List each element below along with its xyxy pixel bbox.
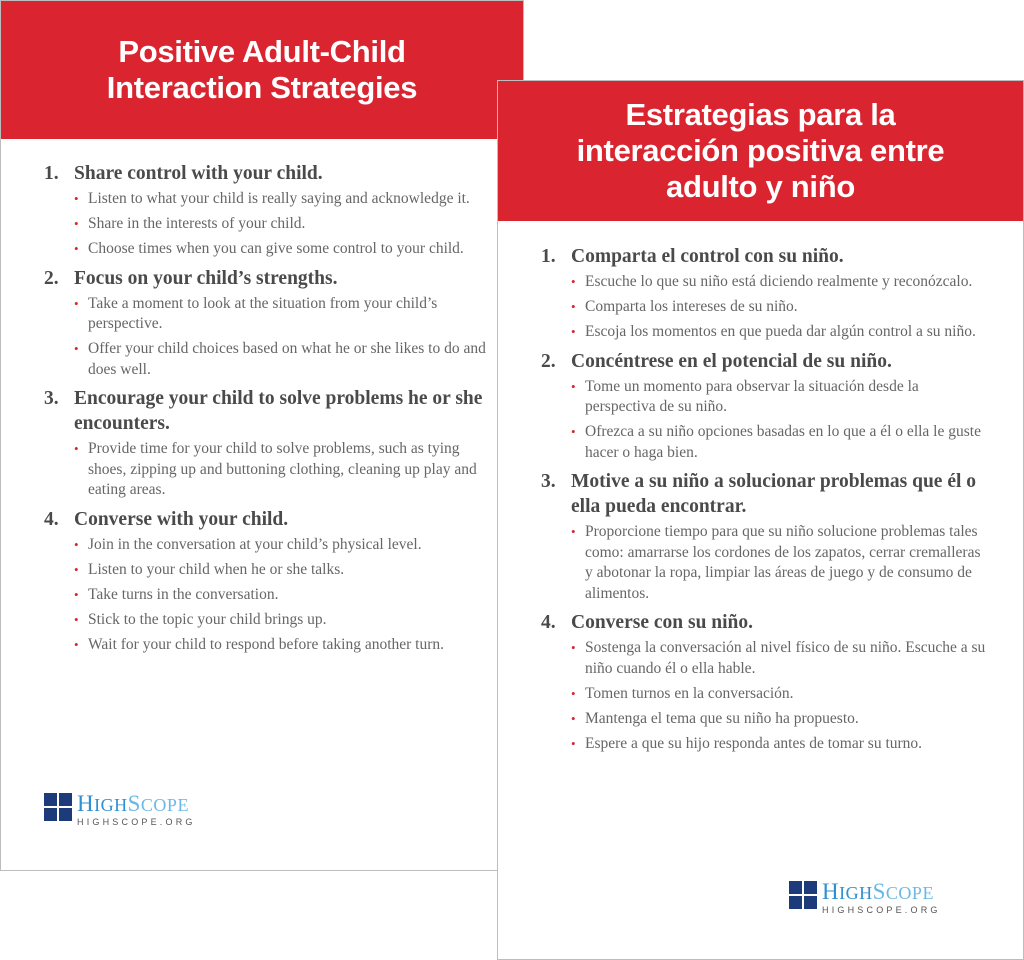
spanish-card (497, 80, 1024, 960)
strategy-number: 4. (541, 612, 556, 633)
bullet-item: • Comparta los intereses de su niño. (571, 297, 986, 318)
bullet-list (571, 638, 986, 754)
title-line: Estrategias para la (625, 96, 896, 132)
title-line: Positive Adult-Child (118, 33, 406, 69)
strategy-heading (44, 507, 489, 532)
bullet-item: • Offer your child choices based on what he or she likes to do and does well. (74, 339, 489, 380)
bullet-list (74, 294, 489, 381)
logo-url: HIGHSCOPE.ORG (822, 905, 941, 915)
strategy-number: 1. (44, 163, 59, 184)
bullet-item: • Listen to your child when he or she talks. (74, 560, 489, 581)
strategy-section (541, 349, 986, 464)
strategy-heading-text: Focus on your child’s strengths. (74, 267, 338, 289)
bullet-item: • Choose times when you can give some control to your child. (74, 239, 489, 260)
strategy-heading-text: Concéntrese en el potencial de su niño. (571, 350, 892, 372)
title-line: adulto y niño (666, 169, 855, 205)
strategy-heading-text: Encourage your child to solve problems he or she encounters. (74, 388, 483, 434)
strategy-heading (44, 161, 489, 186)
strategy-section (44, 266, 489, 381)
strategy-heading (44, 266, 489, 291)
strategy-heading (541, 610, 986, 635)
bullet-item: • Espere a que su hijo responda antes de tomar su turno. (571, 734, 986, 755)
bullet-list (571, 522, 986, 604)
logo-squares-icon (44, 793, 72, 821)
strategy-heading (541, 469, 986, 519)
strategy-number: 3. (44, 388, 59, 409)
english-card (0, 0, 524, 871)
strategy-section (541, 244, 986, 343)
bullet-item: • Mantenga el tema que su niño ha propuesto. (571, 709, 986, 730)
highscope-logo (44, 791, 196, 827)
bullet-item: • Sostenga la conversación al nivel físico de su niño. Escuche a su niño cuando él o ella hable. (571, 638, 986, 679)
strategy-section (541, 469, 986, 604)
strategy-heading (541, 349, 986, 374)
bullet-item: • Listen to what your child is really saying and acknowledge it. (74, 189, 489, 210)
spanish-strategies (541, 244, 986, 760)
strategy-number: 3. (541, 471, 556, 492)
strategy-heading-text: Comparta el control con su niño. (571, 246, 844, 267)
logo-squares-icon (789, 881, 817, 909)
bullet-item: • Provide time for your child to solve problems, such as tying shoes, zipping up and buttoning clothing, cleaning up play and eating areas. (74, 439, 489, 501)
title-line: interacción positiva entre (576, 132, 945, 168)
strategy-number: 2. (44, 267, 59, 289)
bullet-item: • Join in the conversation at your child’s physical level. (74, 535, 489, 556)
bullet-item: • Wait for your child to respond before taking another turn. (74, 635, 489, 656)
bullet-list (571, 377, 986, 464)
bullet-item: • Tome un momento para observar la situación desde la perspectiva de su niño. (571, 377, 986, 418)
english-title (1, 1, 523, 139)
bullet-item: • Escuche lo que su niño está diciendo realmente y reconózcalo. (571, 272, 986, 293)
bullet-item: • Take turns in the conversation. (74, 585, 489, 606)
strategy-heading (541, 244, 986, 269)
bullet-item: • Take a moment to look at the situation from your child’s perspective. (74, 294, 489, 335)
bullet-item: • Stick to the topic your child brings up. (74, 610, 489, 631)
bullet-list (74, 189, 489, 260)
bullet-item: • Proporcione tiempo para que su niño solucione problemas tales como: amarrarse los cordones de los zapatos, cerrar cremalleras y abotonar la ropa, limpiar las áreas de juego y de consumo de alimentos. (571, 522, 986, 604)
strategy-heading-text: Converse with your child. (74, 508, 289, 530)
strategy-number: 4. (44, 508, 59, 530)
bullet-list (571, 272, 986, 343)
logo-url: HIGHSCOPE.ORG (77, 817, 196, 827)
bullet-item: • Tomen turnos en la conversación. (571, 684, 986, 705)
strategy-heading-text: Motive a su niño a solucionar problemas que él o ella pueda encontrar. (571, 471, 977, 517)
strategy-heading (44, 386, 489, 436)
highscope-logo (789, 879, 941, 915)
strategy-section (44, 507, 489, 656)
spanish-title (498, 81, 1023, 221)
bullet-item: • Ofrezca a su niño opciones basadas en lo que a él o ella le guste hacer o haga bien. (571, 422, 986, 463)
bullet-item: • Escoja los momentos en que pueda dar algún control a su niño. (571, 322, 986, 343)
strategy-section (44, 386, 489, 501)
bullet-list (74, 439, 489, 501)
strategy-heading-text: Converse con su niño. (571, 612, 754, 633)
strategy-section (44, 161, 489, 260)
logo-wordmark: HIGHSCOPE (77, 791, 189, 816)
bullet-item: • Share in the interests of your child. (74, 214, 489, 235)
logo-wordmark: HIGHSCOPE (822, 879, 934, 904)
strategy-heading-text: Share control with your child. (74, 163, 323, 184)
strategy-number: 2. (541, 350, 556, 372)
english-strategies (44, 161, 489, 661)
title-line: Interaction Strategies (106, 70, 418, 105)
strategy-section (541, 610, 986, 754)
bullet-list (74, 535, 489, 656)
strategy-number: 1. (541, 246, 556, 267)
